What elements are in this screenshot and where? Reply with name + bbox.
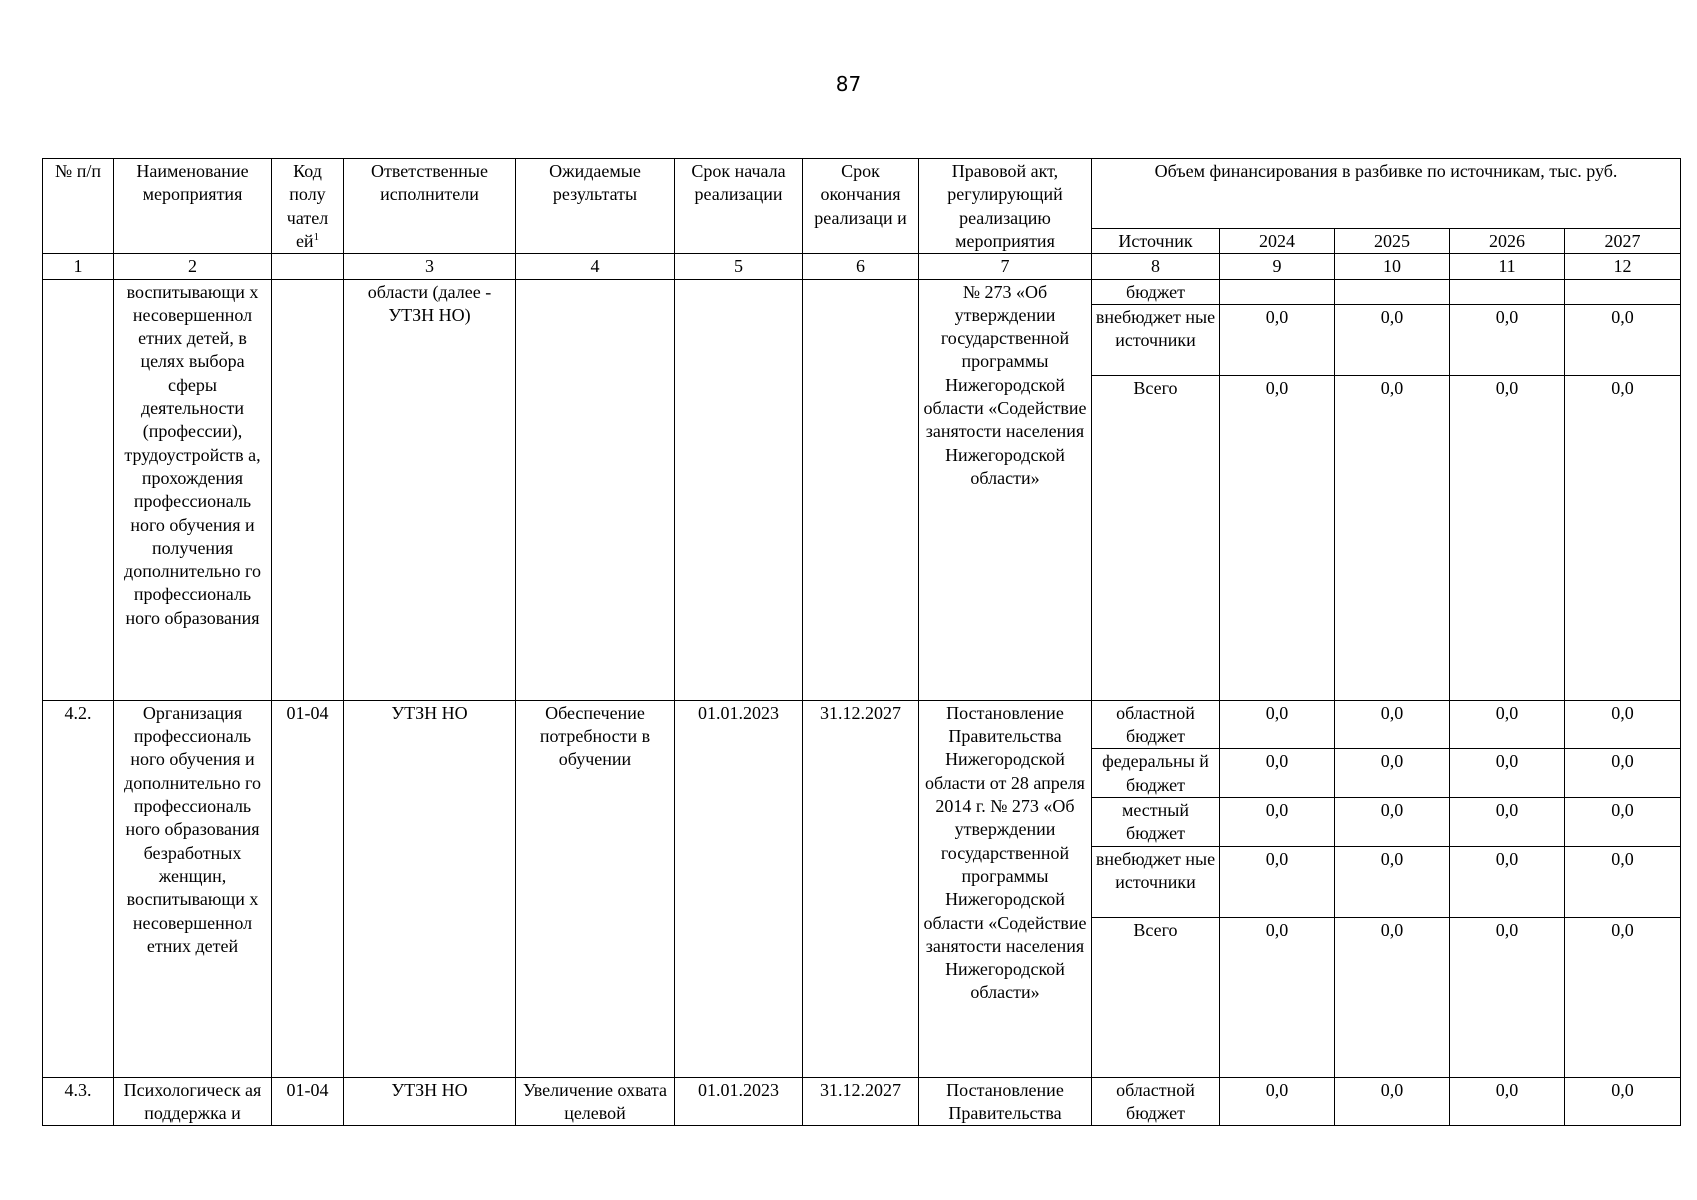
cell-value: 0,0	[1335, 1077, 1450, 1126]
cell-responsible: УТЗН НО	[344, 700, 516, 1077]
cell-code	[272, 279, 344, 700]
col-number: 10	[1335, 254, 1450, 279]
cell-start: 01.01.2023	[675, 1077, 803, 1126]
header-year: 2025	[1335, 229, 1450, 254]
cell-end	[803, 279, 919, 700]
cell-value: 0,0	[1450, 304, 1565, 375]
cell-name: воспитывающи х несовершеннол етних детей, в целях выбора сферы деятельности (профессии), трудоустройств а, прохождения профессиональ ного обучения и получения дополнительно го профессиональ ного образования	[114, 279, 272, 700]
header-start: Срок начала реализации	[675, 159, 803, 254]
cell-value: 0,0	[1335, 798, 1450, 847]
col-number: 5	[675, 254, 803, 279]
cell-expected: Увеличение охвата целевой	[516, 1077, 675, 1126]
table-row	[43, 1077, 1681, 1126]
col-number: 6	[803, 254, 919, 279]
header-financing: Объем финансирования в разбивке по источникам, тыс. руб.	[1092, 159, 1681, 229]
cell-value: 0,0	[1335, 749, 1450, 798]
cell-value: 0,0	[1220, 375, 1335, 700]
col-number: 7	[919, 254, 1092, 279]
cell-value: 0,0	[1450, 917, 1565, 1077]
cell-value: 0,0	[1450, 798, 1565, 847]
cell-responsible: области (далее - УТЗН НО)	[344, 279, 516, 700]
table-row	[43, 279, 1681, 304]
header-year: 2027	[1565, 229, 1681, 254]
cell-name: Организация профессиональ ного обучения и дополнительно го профессиональ ного образования безработных женщин, воспитывающи х несовершеннол етних детей	[114, 700, 272, 1077]
cell-expected: Обеспечение потребности в обучении	[516, 700, 675, 1077]
cell-value: 0,0	[1565, 1077, 1681, 1126]
cell-value: 0,0	[1565, 846, 1681, 917]
col-number: 8	[1092, 254, 1220, 279]
page-number: 87	[835, 72, 862, 96]
cell-source: местный бюджет	[1092, 798, 1220, 847]
table-row	[43, 700, 1681, 749]
cell-value: 0,0	[1565, 798, 1681, 847]
header-expected: Ожидаемые результаты	[516, 159, 675, 254]
cell-value	[1335, 279, 1450, 304]
header-year: 2024	[1220, 229, 1335, 254]
cell-value: 0,0	[1220, 700, 1335, 749]
cell-value: 0,0	[1450, 375, 1565, 700]
cell-value: 0,0	[1565, 304, 1681, 375]
col-number: 11	[1450, 254, 1565, 279]
cell-value: 0,0	[1220, 846, 1335, 917]
cell-value: 0,0	[1220, 1077, 1335, 1126]
cell-source: федеральны й бюджет	[1092, 749, 1220, 798]
col-number: 3	[344, 254, 516, 279]
cell-value	[1565, 279, 1681, 304]
cell-value: 0,0	[1335, 917, 1450, 1077]
cell-act: Постановление Правительства	[919, 1077, 1092, 1126]
col-number: 1	[43, 254, 114, 279]
cell-value: 0,0	[1450, 749, 1565, 798]
header-end: Срок окончания реализаци и	[803, 159, 919, 254]
cell-num: 4.3.	[43, 1077, 114, 1126]
cell-start: 01.01.2023	[675, 700, 803, 1077]
cell-value: 0,0	[1335, 846, 1450, 917]
col-number: 12	[1565, 254, 1681, 279]
header-responsible: Ответственные исполнители	[344, 159, 516, 254]
financing-table	[42, 158, 1681, 1126]
cell-value: 0,0	[1565, 749, 1681, 798]
cell-num	[43, 279, 114, 700]
column-number-row	[43, 254, 1681, 279]
cell-source: областной бюджет	[1092, 1077, 1220, 1126]
cell-act: № 273 «Об утверждении государственной программы Нижегородской области «Содействие занятости населения Нижегородской области»	[919, 279, 1092, 700]
cell-responsible: УТЗН НО	[344, 1077, 516, 1126]
header-row-main	[43, 159, 1681, 229]
header-name: Наименование мероприятия	[114, 159, 272, 254]
cell-value: 0,0	[1335, 375, 1450, 700]
cell-source: Всего	[1092, 917, 1220, 1077]
cell-value: 0,0	[1565, 375, 1681, 700]
cell-name: Психологическ ая поддержка и	[114, 1077, 272, 1126]
cell-end: 31.12.2027	[803, 700, 919, 1077]
col-number: 4	[516, 254, 675, 279]
cell-value: 0,0	[1335, 304, 1450, 375]
cell-source: Всего	[1092, 375, 1220, 700]
cell-source: областной бюджет	[1092, 700, 1220, 749]
cell-end: 31.12.2027	[803, 1077, 919, 1126]
col-number: 2	[114, 254, 272, 279]
cell-source: внебюджет ные источники	[1092, 846, 1220, 917]
cell-value: 0,0	[1220, 304, 1335, 375]
header-code-footnote: 1	[313, 230, 320, 243]
header-code	[272, 159, 344, 254]
cell-value: 0,0	[1565, 700, 1681, 749]
cell-value: 0,0	[1450, 700, 1565, 749]
col-number: 9	[1220, 254, 1335, 279]
header-num: № п/п	[43, 159, 114, 254]
cell-value: 0,0	[1220, 798, 1335, 847]
header-source: Источник	[1092, 229, 1220, 254]
header-code-text: Код полу чател ей	[286, 161, 329, 251]
cell-expected	[516, 279, 675, 700]
cell-source: внебюджет ные источники	[1092, 304, 1220, 375]
cell-code: 01-04	[272, 700, 344, 1077]
header-act: Правовой акт, регулирующий реализацию мероприятия	[919, 159, 1092, 254]
cell-value	[1450, 279, 1565, 304]
cell-value: 0,0	[1450, 846, 1565, 917]
cell-source: бюджет	[1092, 279, 1220, 304]
cell-value: 0,0	[1220, 749, 1335, 798]
cell-value	[1220, 279, 1335, 304]
cell-value: 0,0	[1450, 1077, 1565, 1126]
cell-num: 4.2.	[43, 700, 114, 1077]
cell-act: Постановление Правительства Нижегородской области от 28 апреля 2014 г. № 273 «Об утверждении государственной программы Нижегородской области «Содействие занятости населения Нижегородской области»	[919, 700, 1092, 1077]
cell-value: 0,0	[1220, 917, 1335, 1077]
cell-value: 0,0	[1335, 700, 1450, 749]
col-number	[272, 254, 344, 279]
cell-start	[675, 279, 803, 700]
cell-value: 0,0	[1565, 917, 1681, 1077]
header-year: 2026	[1450, 229, 1565, 254]
cell-code: 01-04	[272, 1077, 344, 1126]
